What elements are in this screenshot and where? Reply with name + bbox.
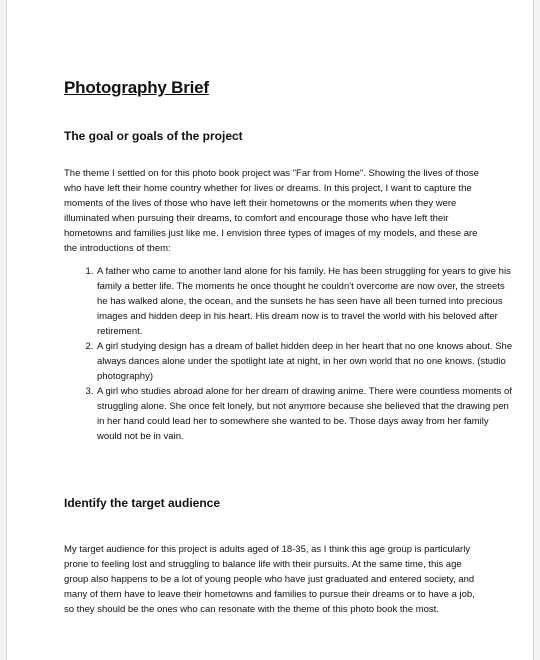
model-list	[64, 264, 516, 444]
goals-intro-paragraph: The theme I settled on for this photo book project was "Far from Home". Showing the lives of those who have left their home country whether for lives or dreams. In this project, I want to capture the moments of the lives of those who have left their hometowns or the moments when they were illuminated when pursuing their dreams, to comfort and encourage those who have left their hometowns and families just like me. I envision three types of images of my models, and these are the introductions of them:	[64, 168, 479, 254]
audience-paragraph: My target audience for this project is adults aged of 18-35, as I think this age group is particularly prone to feeling lost and struggling to balance life with their pursuits. At the same time, this age group also happens to be a lot of young people who have just graduated and entered society, and many of them have to leave their hometowns and families to pursue their dreams or to have a job, so they should be the ones who can resonate with the theme of this photo book the most.	[64, 544, 475, 615]
document-title: Photography Brief	[64, 78, 209, 97]
section-heading-goals: The goal or goals of the project	[64, 129, 243, 143]
list-item: 2. A girl studying design has a dream of ballet hidden deep in her heart that no one knows about. She always dances alone under the spotlight late at night, in her own world that no one knows. (studio photography)	[96, 339, 516, 384]
document-page	[6, 0, 534, 660]
list-item: 1. A father who came to another land alone for his family. He has been struggling for years to give his family a better life. The moments he once thought he couldn't overcome are now over, the streets he has walked alone, the ocean, and the sunsets he has seen have all been turned into precious images and hidden deep in his heart. His dream now is to travel the world with his beloved after retirement.	[96, 264, 516, 339]
section-heading-audience: Identify the target audience	[64, 496, 221, 510]
list-item: 3. A girl who studies abroad alone for her dream of drawing anime. There were countless moments of struggling alone. She once felt lonely, but not anymore because she believed that the drawing pen in her hand could lead her to somewhere she wanted to be. Those days away from her family would not be in vain.	[96, 384, 516, 444]
